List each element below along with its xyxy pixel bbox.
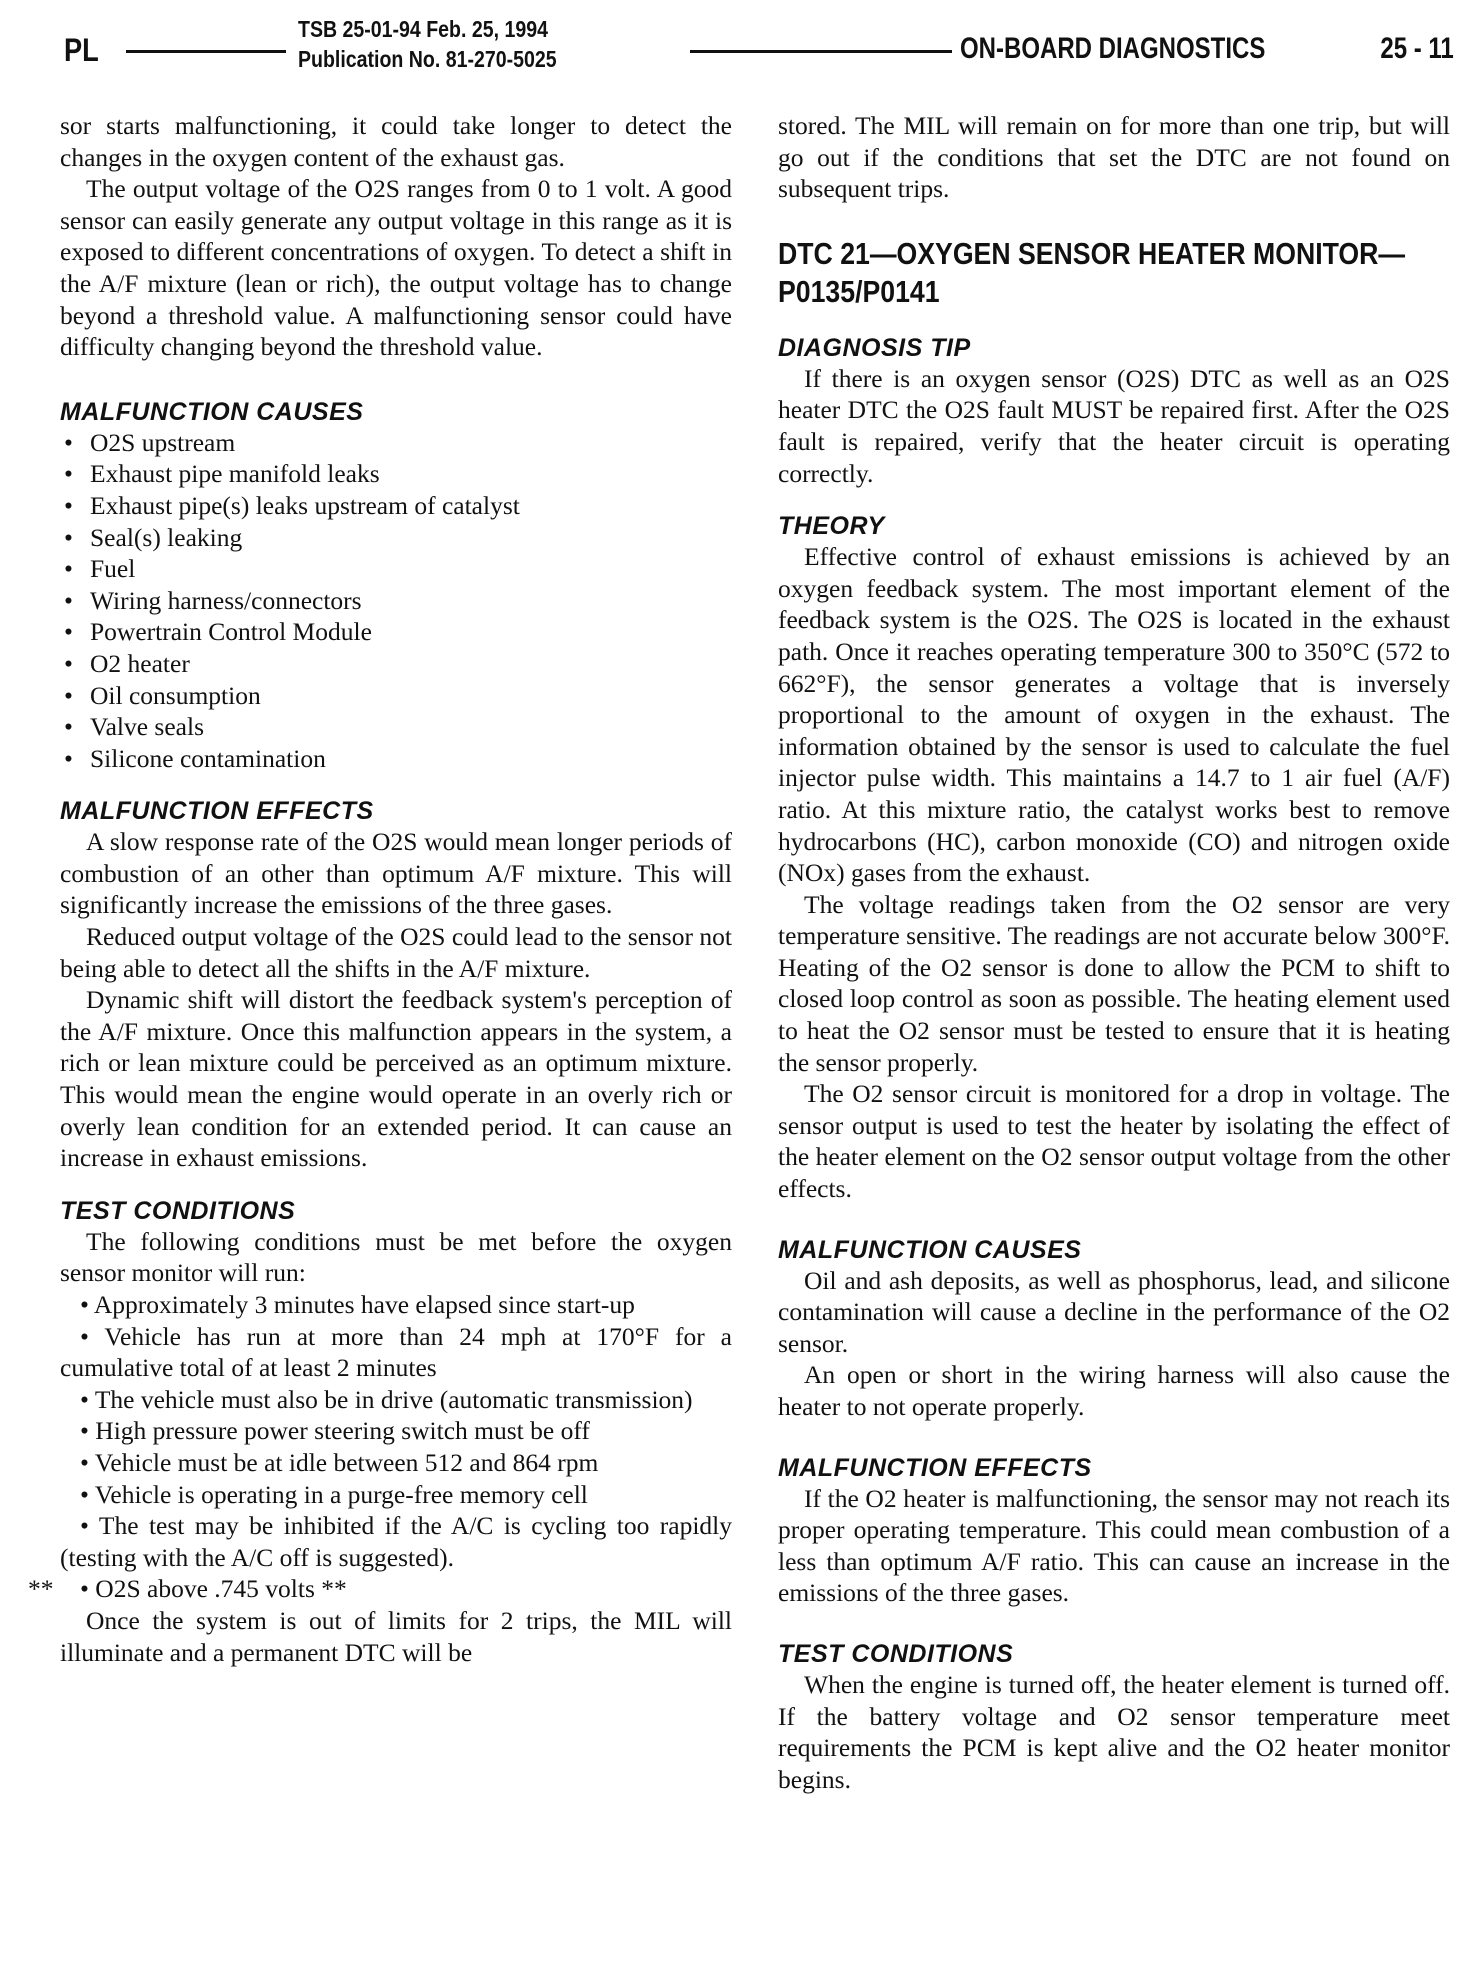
list-item: • Wiring harness/connectors [60,585,732,617]
paragraph: When the engine is turned off, the heater element is turned off. If the battery voltage and O2 sensor temperature meet requirements the PCM is kept alive and the O2 heater monitor begins. [778,1669,1450,1794]
paragraph: The output voltage of the O2S ranges from 0 to 1 volt. A good sensor can easily generate any output voltage in this range as it is exposed to different concentrations of oxygen. To detect a shift in the A/F mixture (lean or rich), the output voltage has to change beyond a threshold value. A malfunctioning sensor could have difficulty changing beyond the threshold value. [60,174,732,362]
header-rule [690,50,952,53]
page-header [60,18,1454,88]
paragraph: The O2 sensor circuit is monitored for a drop in voltage. The sensor output is used to test the heater by isolating the effect of the heater element on the O2 sensor output voltage from the other effects. [778,1079,1450,1204]
paragraph: A slow response rate of the O2S would mean longer periods of combustion of an other than optimum A/F mixture. This will significantly increase the emissions of the three gases. [60,827,732,920]
list-item: • The test may be inhibited if the A/C is cycling too rapidly (testing with the A/C off is suggested). [60,1511,732,1572]
section-heading: THEORY [778,512,885,541]
list-item: • Fuel [60,553,732,585]
list-item: • O2 heater [60,648,732,680]
list-item: • Exhaust pipe manifold leaks [60,458,732,490]
paragraph: If the O2 heater is malfunctioning, the sensor may not reach its proper operating temperature. This could mean combustion of a less than optimum A/F ratio. This can cause an increase in the emissions of the three gases. [778,1483,1450,1608]
dtc-title: DTC 21—OXYGEN SENSOR HEATER MONITOR—P0135/P0141 [778,235,1406,309]
header-rule [126,50,286,53]
list-item: • Valve seals [60,711,732,743]
list-item: • Silicone contamination [60,743,732,775]
page-number: 25 - 11 [1380,32,1454,65]
paragraph: stored. The MIL will remain on for more than one trip, but will go out if the conditions that set the DTC are not found on subsequent trips. [778,111,1450,204]
paragraph: The voltage readings taken from the O2 sensor are very temperature sensitive. The readings are not accurate below 300°F. Heating of the O2 sensor is done to allow the PCM to shift to closed loop control as soon as possible. The heating element used to heat the O2 sensor must be tested to ensure that it is heating the sensor properly. [778,889,1450,1077]
section-heading: TEST CONDITIONS [60,1196,296,1225]
list-item: • Seal(s) leaking [60,522,732,554]
list-item: • Exhaust pipe(s) leaks upstream of catalyst [60,490,732,522]
section-heading: MALFUNCTION EFFECTS [778,1453,1092,1482]
section-title: ON-BOARD DIAGNOSTICS [960,32,1266,65]
list-item-text: • O2S above .745 volts ** [80,1574,347,1604]
section-heading: MALFUNCTION CAUSES [778,1235,1082,1264]
section-heading: DIAGNOSIS TIP [778,333,971,362]
starred-list-item [28,1573,732,1605]
list-item: • Vehicle must be at idle between 512 and 864 rpm [80,1447,599,1477]
paragraph: Reduced output voltage of the O2S could lead to the sensor not being able to detect all the shifts in the A/F mixture. [60,922,732,983]
list-item: • Vehicle has run at more than 24 mph at 170°F for a cumulative total of at least 2 minutes [60,1321,732,1383]
paragraph: The following conditions must be met before the oxygen sensor monitor will run: [60,1226,732,1288]
revision-marker: ** [28,1574,54,1604]
section-heading: TEST CONDITIONS [778,1639,1014,1668]
section-code: PL [64,32,99,68]
causes-list [60,427,732,775]
section-heading: MALFUNCTION EFFECTS [60,797,374,826]
list-item: • Powertrain Control Module [60,616,732,648]
section-heading: MALFUNCTION CAUSES [60,397,364,426]
tsb-number-date: TSB 25-01-94 Feb. 25, 1994 [298,16,548,42]
list-item: • O2S upstream [60,427,732,459]
paragraph: Effective control of exhaust emissions is achieved by an oxygen feedback system. The most important element of the feedback system is the O2S. The O2S is located in the exhaust path. Once it reaches operating temperature 300 to 350°C (572 to 662°F), the sensor generates a voltage that is inversely proportional to the amount of oxygen in the exhaust. The information obtained by the sensor is used to calculate the fuel injector pulse width. This maintains a 14.7 to 1 air fuel (A/F) ratio. At this mixture ratio, the catalyst works best to remove hydrocarbons (HC), carbon monoxide (CO) and nitrogen oxide (NOx) gases from the exhaust. [778,542,1450,888]
list-item: • Vehicle is operating in a purge-free memory cell [80,1479,588,1509]
list-item: • Oil consumption [60,680,732,712]
paragraph: An open or short in the wiring harness will also cause the heater to not operate properly. [778,1360,1450,1421]
left-column [28,110,732,1668]
list-item: • The vehicle must also be in drive (automatic transmission) [80,1384,693,1414]
right-column [778,110,1450,1795]
paragraph: Once the system is out of limits for 2 trips, the MIL will illuminate and a permanent DTC will be [60,1605,732,1667]
paragraph: Oil and ash deposits, as well as phosphorus, lead, and silicone contamination will cause a decline in the performance of the O2 sensor. [778,1265,1450,1358]
paragraph: Dynamic shift will distort the feedback system's perception of the A/F mixture. Once this malfunction appears in the system, a rich or lean mixture could be perceived as an optimum mixture. This would mean the engine would operate in an overly rich or overly lean condition for an extended period. It can cause an increase in exhaust emissions. [60,985,732,1173]
paragraph: sor starts malfunctioning, it could take longer to detect the changes in the oxygen content of the exhaust gas. [60,111,732,172]
list-item: • Approximately 3 minutes have elapsed since start-up [80,1290,635,1319]
paragraph: If there is an oxygen sensor (O2S) DTC as well as an O2S heater DTC the O2S fault MUST be repaired first. After the O2S fault is repaired, verify that the heater circuit is operating correctly. [778,363,1450,488]
list-item: • High pressure power steering switch must be off [80,1416,590,1446]
publication-number: Publication No. 81-270-5025 [298,46,557,72]
